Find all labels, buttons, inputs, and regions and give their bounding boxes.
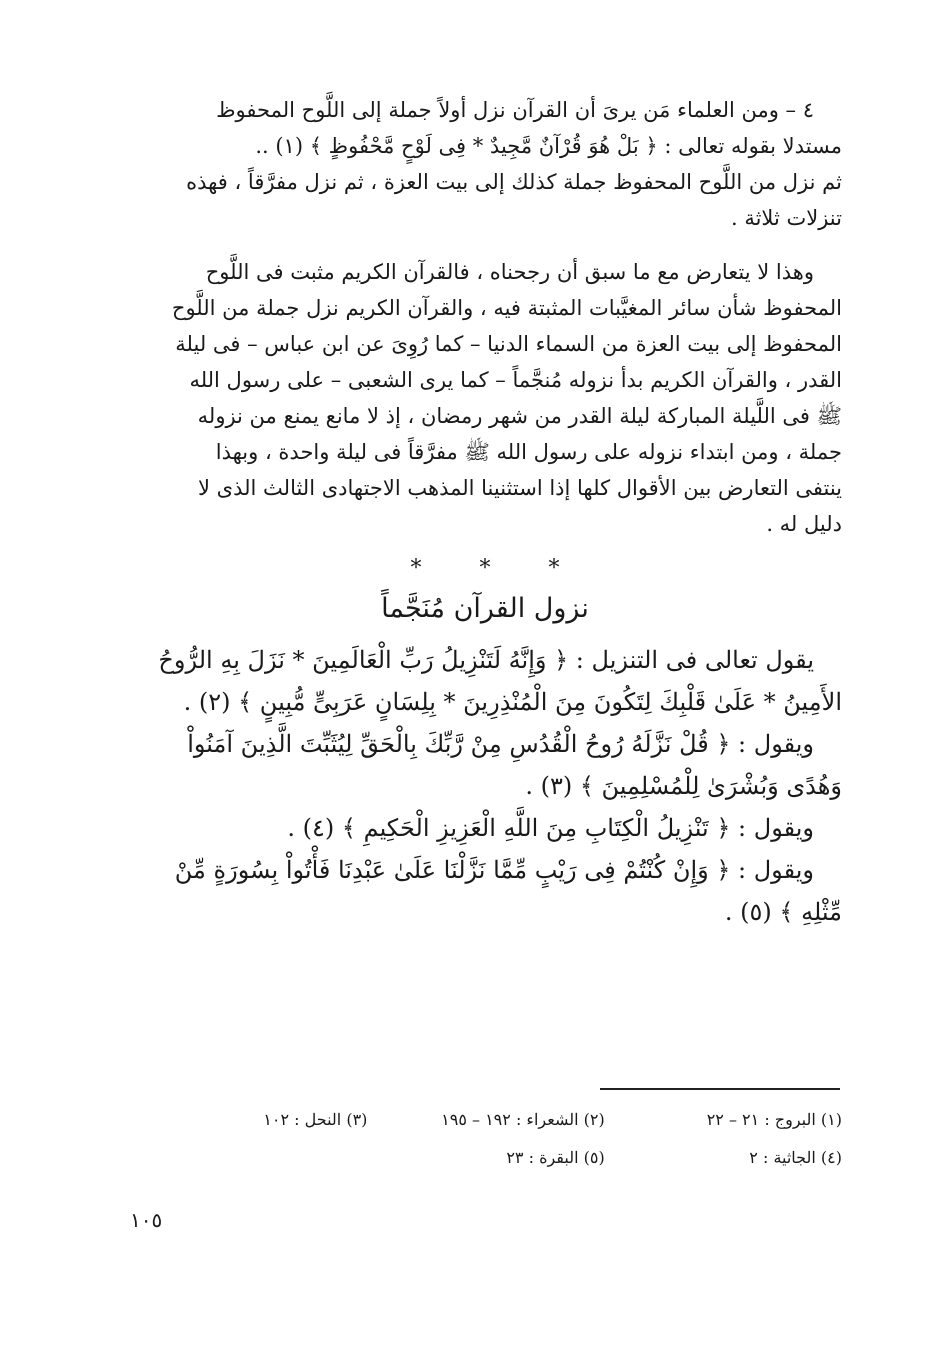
verse-line: وَهُدًى وَبُشْرَىٰ لِلْمُسْلِمِينَ ﴾ (٣) . [525, 772, 842, 800]
text-line: مستدلا بقوله تعالى : ﴿ بَلْ هُوَ قُرْآنٌ مَّجِيدٌ * فِى لَوْحٍ مَّحْفُوظٍ ﴾ (١) .. [255, 134, 842, 158]
page-number: ١٠٥ [130, 1208, 163, 1232]
footnote-divider [600, 1088, 840, 1090]
footnote: (٢) الشعراء : ١٩٢ – ١٩٥ [441, 1110, 605, 1129]
footnote: (٣) النحل : ١٠٢ [263, 1110, 368, 1129]
text-line: ﷺ فى اللَّيلة المباركة ليلة القدر من شهر رمضان ، إذ لا مانع يمنع من نزوله [197, 404, 842, 428]
verse-line: الأَمِينُ * عَلَىٰ قَلْبِكَ لِتَكُونَ مِنَ الْمُنْذِرِينَ * بِلِسَانٍ عَرَبِىٍّ مُّبِينٍ ﴾ (٢) . [183, 688, 842, 716]
section-4-paragraph [128, 92, 842, 236]
text-line: ٤ – ومن العلماء مَن يرىَ أن القرآن نزل أولاً جملة إلى اللَّوح المحفوظ [216, 98, 814, 122]
verse-line: ويقول : ﴿ قُلْ نَزَّلَهُ رُوحُ الْقُدُسِ مِنْ رَّبِّكَ بِالْحَقِّ لِيُثَبِّتَ الَّذِينَ آمَنُواْ [187, 730, 814, 758]
verse-line: مِّثْلِهِ ﴾ (٥) . [724, 898, 842, 926]
verse-quotes [128, 639, 842, 933]
section-heading: نزول القرآن مُنَجَّماً [381, 593, 589, 624]
verse-line: ويقول : ﴿ تَنْزِيلُ الْكِتَابِ مِنَ اللَّهِ الْعَزِيزِ الْحَكِيمِ ﴾ (٤) . [287, 814, 814, 842]
reconciliation-paragraph [128, 254, 842, 542]
text-line: تنزلات ثلاثة . [730, 206, 842, 230]
text-line: ثم نزل من اللَّوح المحفوظ جملة كذلك إلى بيت العزة ، ثم نزل مفرَّقاً ، فهذه [186, 170, 842, 194]
section-separator [128, 556, 842, 581]
asterisk-ornament: * [410, 556, 422, 581]
footnote: (٥) البقرة : ٢٣ [506, 1148, 605, 1167]
text-line: جملة ، ومن ابتداء نزوله على رسول الله ﷺ مفرَّقاً فى ليلة واحدة ، وبهذا [215, 440, 842, 464]
verse-line: ويقول : ﴿ وَإِنْ كُنْتُمْ فِى رَيْبٍ مِّمَّا نَزَّلْنَا عَلَىٰ عَبْدِنَا فَأْتُواْ بِسُورَةٍ مِّنْ [174, 856, 814, 884]
text-line: وهذا لا يتعارض مع ما سبق أن رجحناه ، فالقرآن الكريم مثبت فى اللَّوح [205, 260, 814, 284]
text-line: المحفوظ شأن سائر المغيَّبات المثبتة فيه ، والقرآن الكريم نزل جملة من اللَّوح [171, 296, 842, 320]
asterisk-ornament: * [479, 556, 491, 581]
text-line: ينتفى التعارض بين الأقوال كلها إذا استثنينا المذهب الاجتهادى الثالث الذى لا [198, 476, 842, 500]
footnotes-row-2 [130, 1148, 842, 1167]
text-line: القدر ، والقرآن الكريم بدأ نزوله مُنجَّماً – كما يرى الشعبى – على رسول الله [189, 368, 842, 392]
footnote: (١) البروج : ٢١ – ٢٢ [706, 1110, 842, 1129]
verse-line: يقول تعالى فى التنزيل : ﴿ وَإِنَّهُ لَتَنْزِيلُ رَبِّ الْعَالَمِينَ * نَزَلَ بِهِ الرُّوحُ [158, 646, 814, 674]
page-body [128, 92, 842, 933]
footnote: (٤) الجاثية : ٢ [749, 1148, 842, 1167]
footnotes-row-1 [130, 1110, 842, 1129]
text-line: دليل له . [766, 512, 842, 536]
asterisk-ornament: * [548, 556, 560, 581]
text-line: المحفوظ إلى بيت العزة من السماء الدنيا – كما رُوِىَ عن ابن عباس – فى ليلة [175, 332, 842, 356]
